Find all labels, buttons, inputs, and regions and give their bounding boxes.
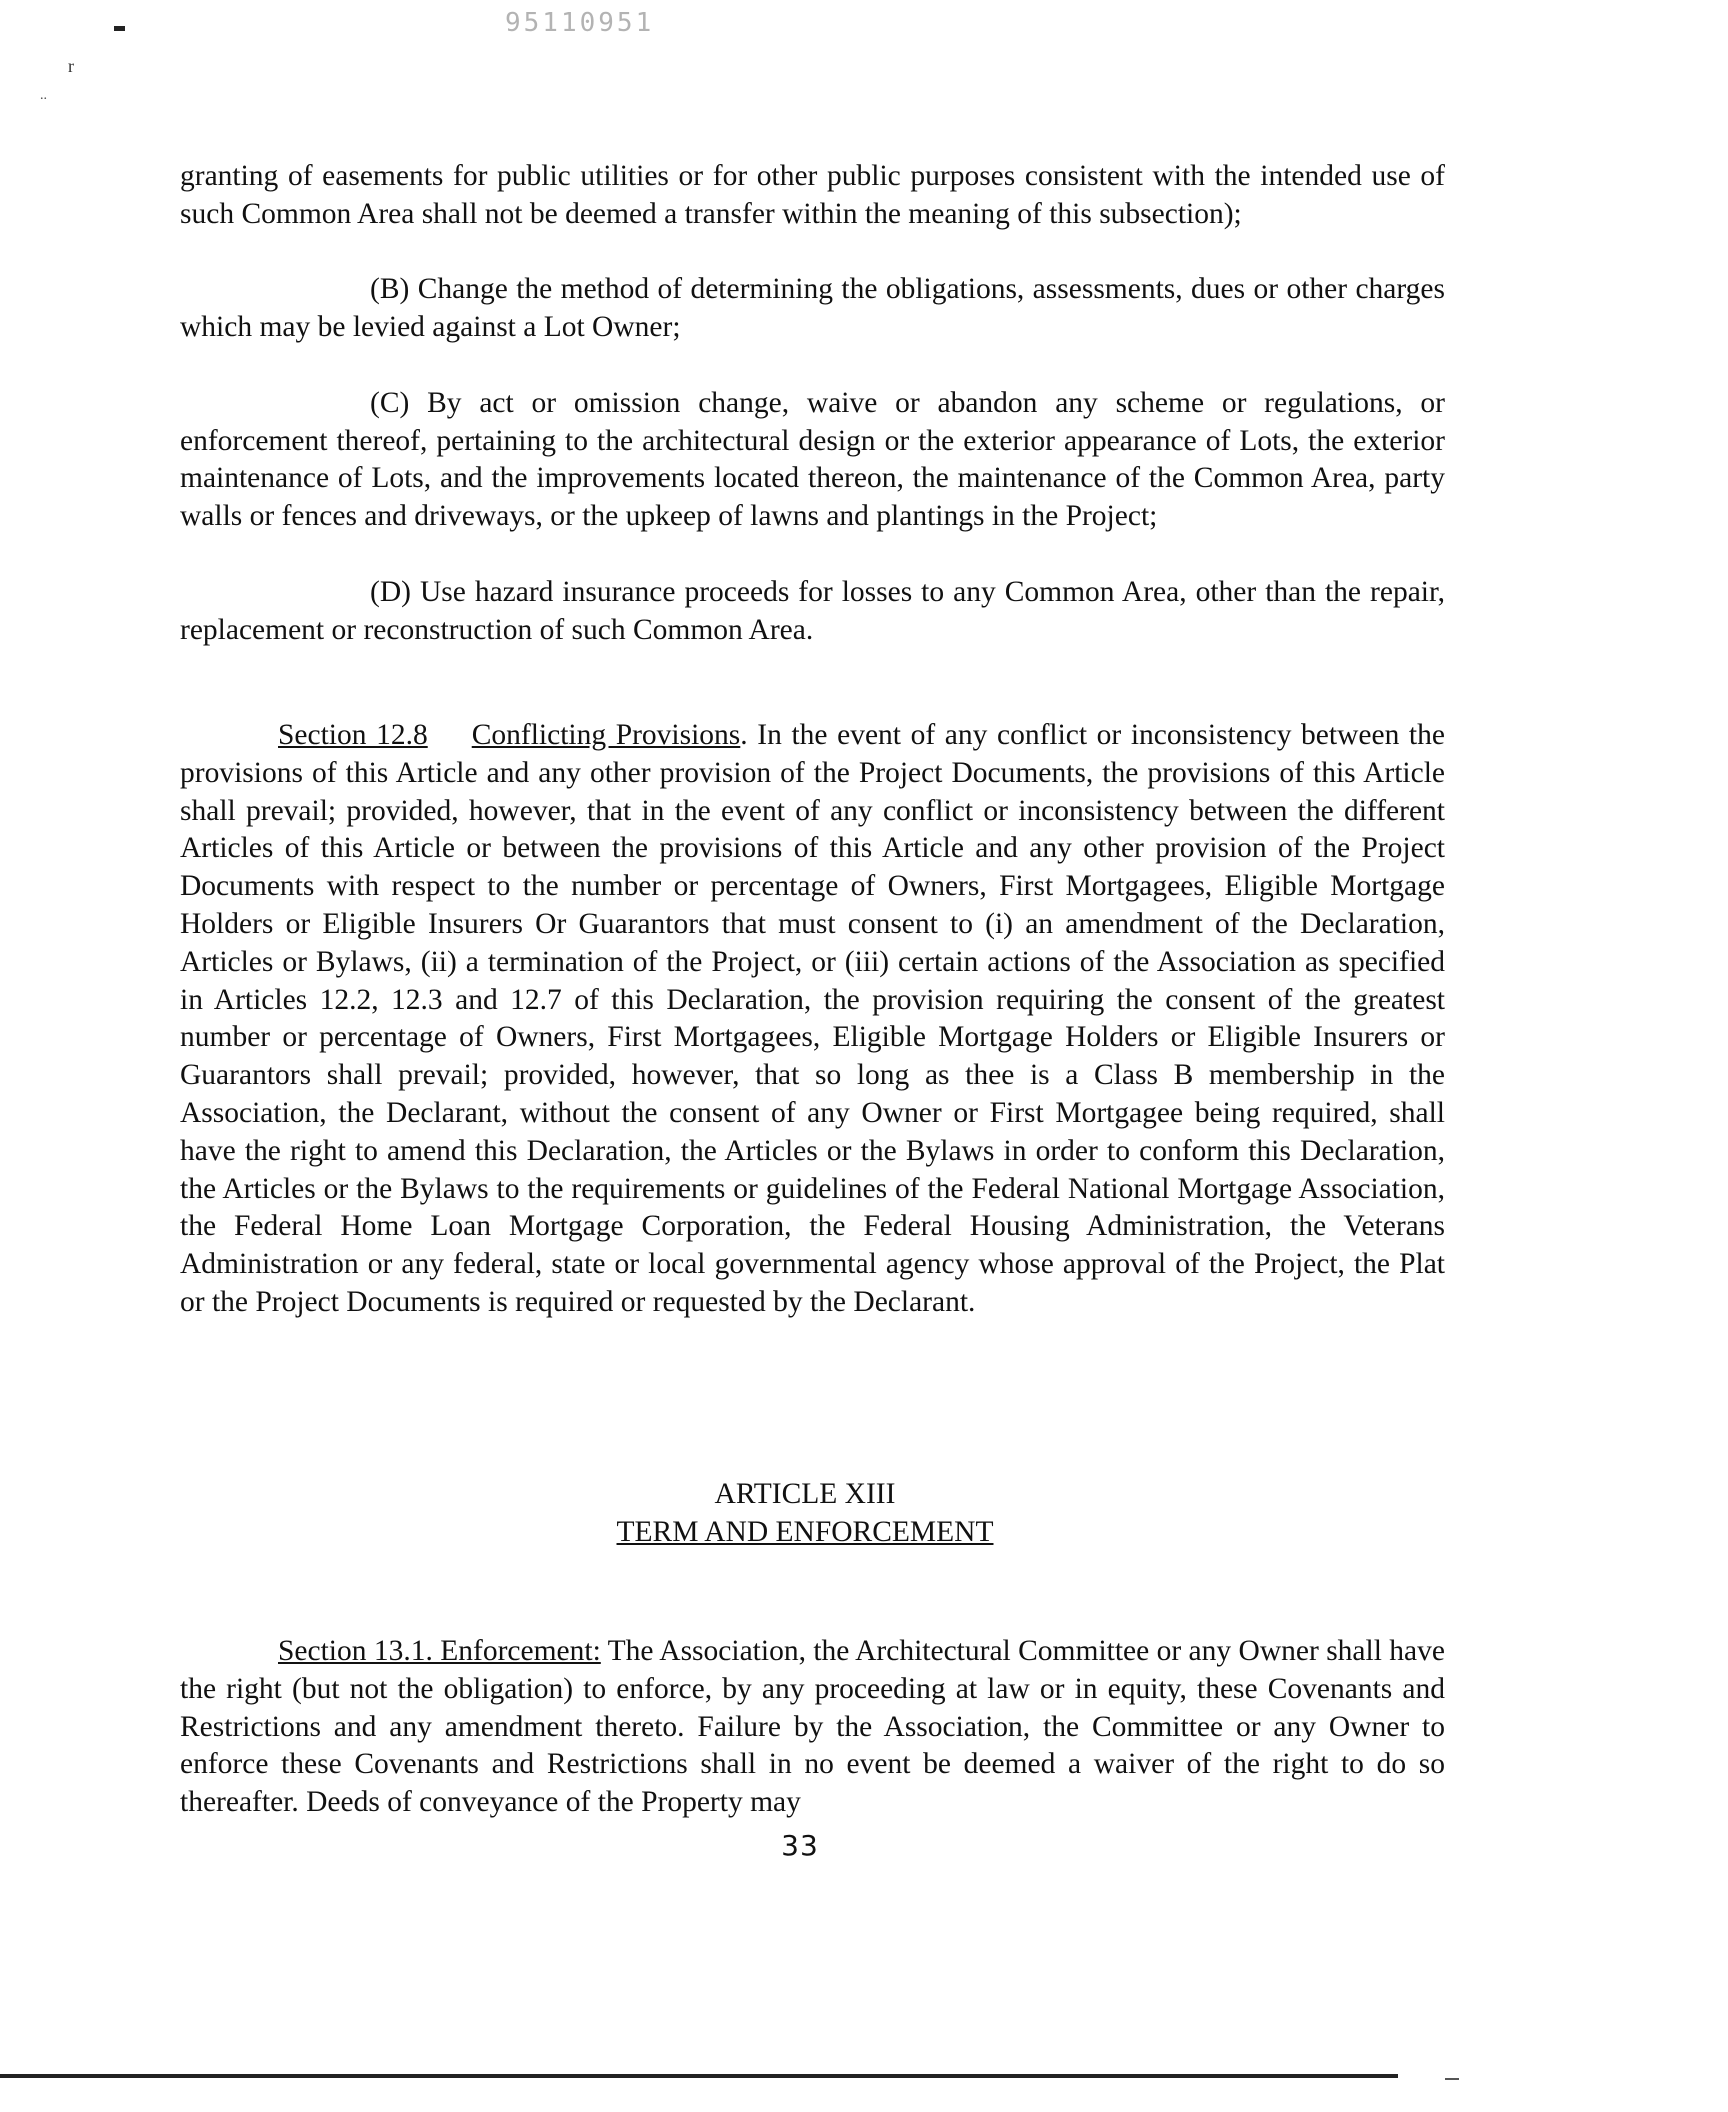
upper-text-block bbox=[180, 158, 1445, 649]
clause-b-paragraph: (B) Change the method of determining the obligations, assessments, dues or other charges which may be levied against a Lot Owner; bbox=[180, 273, 1445, 344]
scan-mark bbox=[114, 26, 125, 31]
scan-mark: .. bbox=[40, 88, 47, 103]
clause-c-paragraph: (C) By act or omission change, waive or abandon any scheme or regulations, or enforcement thereof, pertaining to the architectural design or the exterior appearance of Lots, the exterior maintenance of Lots, and the improvements located thereon, the maintenance of the Common Area, party walls or fences and driveways, or the upkeep of lawns and plantings in the Project; bbox=[180, 386, 1445, 533]
section-12-8-title: Conflicting Provisions bbox=[471, 719, 741, 751]
section-13-1-paragraph bbox=[180, 1633, 1445, 1822]
document-stamp: 95110951 bbox=[505, 8, 655, 38]
footer-mark bbox=[1445, 2078, 1459, 2080]
scan-mark: r bbox=[68, 56, 74, 76]
footer-rule bbox=[0, 2074, 1398, 2078]
section-12-8-text: . In the event of any conflict or inconsistency between the provisions of this Article and any other provision of the Project Documents, the provisions of this Article shall prevail; provided, however, that in the event of any conflict or inconsistency between the different Articles of this Article or between the provisions of this Article and any other provision of the Project Documents with respect to the number or percentage of Owners, First Mortgagees, Eligible Mortgage Holders or Eligible Insurers Or Guarantors that must consent to (i) an amendment of the Declaration, Articles or Bylaws, (ii) a termination of the Project, or (iii) certain actions of the Association as specified in Articles 12.2, 12.3 and 12.7 of this Declaration, the provision requiring the consent of the greatest number or percentage of Owners, First Mortgagees, Eligible Mortgage Holders or Eligible Insurers or Guarantors shall prevail; provided, however, that so long as thee is a Class B membership in the Association, the Declarant, without the consent of any Owner or First Mortgagee being required, shall have the right to amend this Declaration, the Articles or the Bylaws in order to conform this Declaration, the Articles or the Bylaws to the requirements or guidelines of the Federal National Mortgage Association, the Federal Home Loan Mortgage Corporation, the Federal Housing Administration, the Veterans Administration or any federal, state or local governmental agency whose approval of the Project, the Plat or the Project Documents is required or requested by the Declarant. bbox=[180, 719, 1445, 1318]
continuation-paragraph: granting of easements for public utilities or for other public purposes consistent with the intended use of such Common Area shall not be deemed a transfer within the meaning of this subsection); bbox=[180, 160, 1445, 230]
section-13-1 bbox=[180, 1633, 1445, 1822]
article-title-text: TERM AND ENFORCEMENT bbox=[616, 1516, 994, 1548]
section-12-8 bbox=[180, 717, 1445, 1322]
section-12-8-number: Section 12.8 bbox=[278, 719, 428, 751]
section-12-8-paragraph bbox=[180, 717, 1445, 1322]
clause-d-paragraph: (D) Use hazard insurance proceeds for losses to any Common Area, other than the repair, replacement or reconstruction of such Common Area. bbox=[180, 575, 1445, 646]
section-13-1-text: The Association, the Architectural Committee or any Owner shall have the right (but not the obligation) to enforce, by any proceeding at law or in equity, these Covenants and Restrictions and any amendment thereto. Failure by the Association, the Committee or any Owner to enforce these Covenants and Restrictions shall in no event be deemed a waiver of the right to do so thereafter. Deeds of conveyance of the Property may bbox=[180, 1635, 1445, 1819]
section-13-1-label: Section 13.1. Enforcement: bbox=[278, 1635, 601, 1667]
article-title bbox=[0, 1514, 1610, 1552]
article-number: ARTICLE XIII bbox=[714, 1478, 896, 1510]
page-number: 33 bbox=[781, 1829, 819, 1862]
